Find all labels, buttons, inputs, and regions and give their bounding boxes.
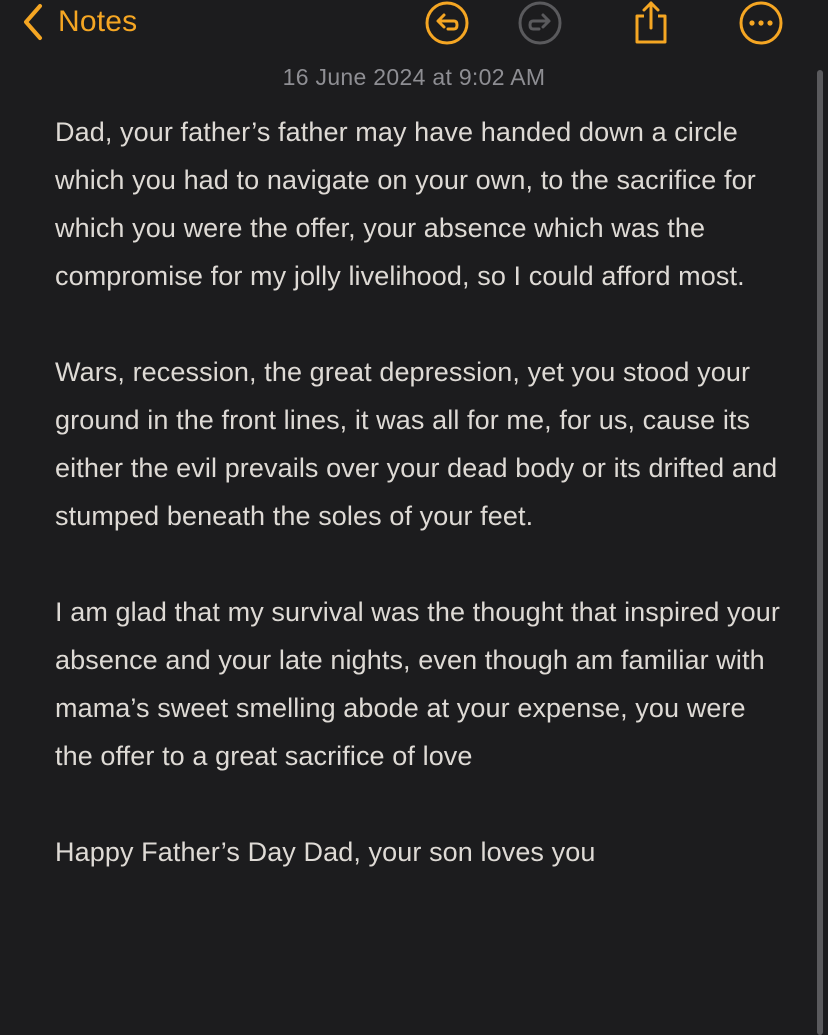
- share-button[interactable]: [628, 0, 674, 46]
- note-toolbar: [0, 0, 828, 50]
- back-button-label: Notes: [58, 5, 138, 38]
- note-timestamp: 16 June 2024 at 9:02 AM: [282, 64, 546, 90]
- undo-icon: [424, 0, 470, 46]
- redo-button[interactable]: [517, 0, 563, 46]
- scrollbar[interactable]: [817, 70, 823, 1035]
- chevron-left-icon: [22, 3, 44, 41]
- share-icon: [628, 0, 674, 46]
- note-body[interactable]: [55, 108, 785, 924]
- back-to-notes-button[interactable]: [22, 2, 137, 42]
- undo-button[interactable]: [424, 0, 470, 46]
- more-options-button[interactable]: [738, 0, 784, 46]
- note-paragraph: Happy Father’s Day Dad, your son loves you: [55, 837, 596, 867]
- redo-icon: [517, 0, 563, 46]
- note-paragraph: Wars, recession, the great depression, yet you stood your ground in the front lines, it was all for me, for us, cause its either the evil prevails over your dead body or its drifted and stumped beneath the soles of your feet.: [55, 357, 778, 531]
- more-icon: [738, 0, 784, 46]
- note-paragraph: Dad, your father’s father may have handed down a circle which you had to navigate on your own, to the sacrifice for which you were the offer, your absence which was the compromise for my jolly livelihood, so I could afford most.: [55, 117, 756, 291]
- note-paragraph: I am glad that my survival was the thought that inspired your absence and your late nights, even though am familiar with mama’s sweet smelling abode at your expense, you were the offer to a great sacrifice of love: [55, 597, 780, 771]
